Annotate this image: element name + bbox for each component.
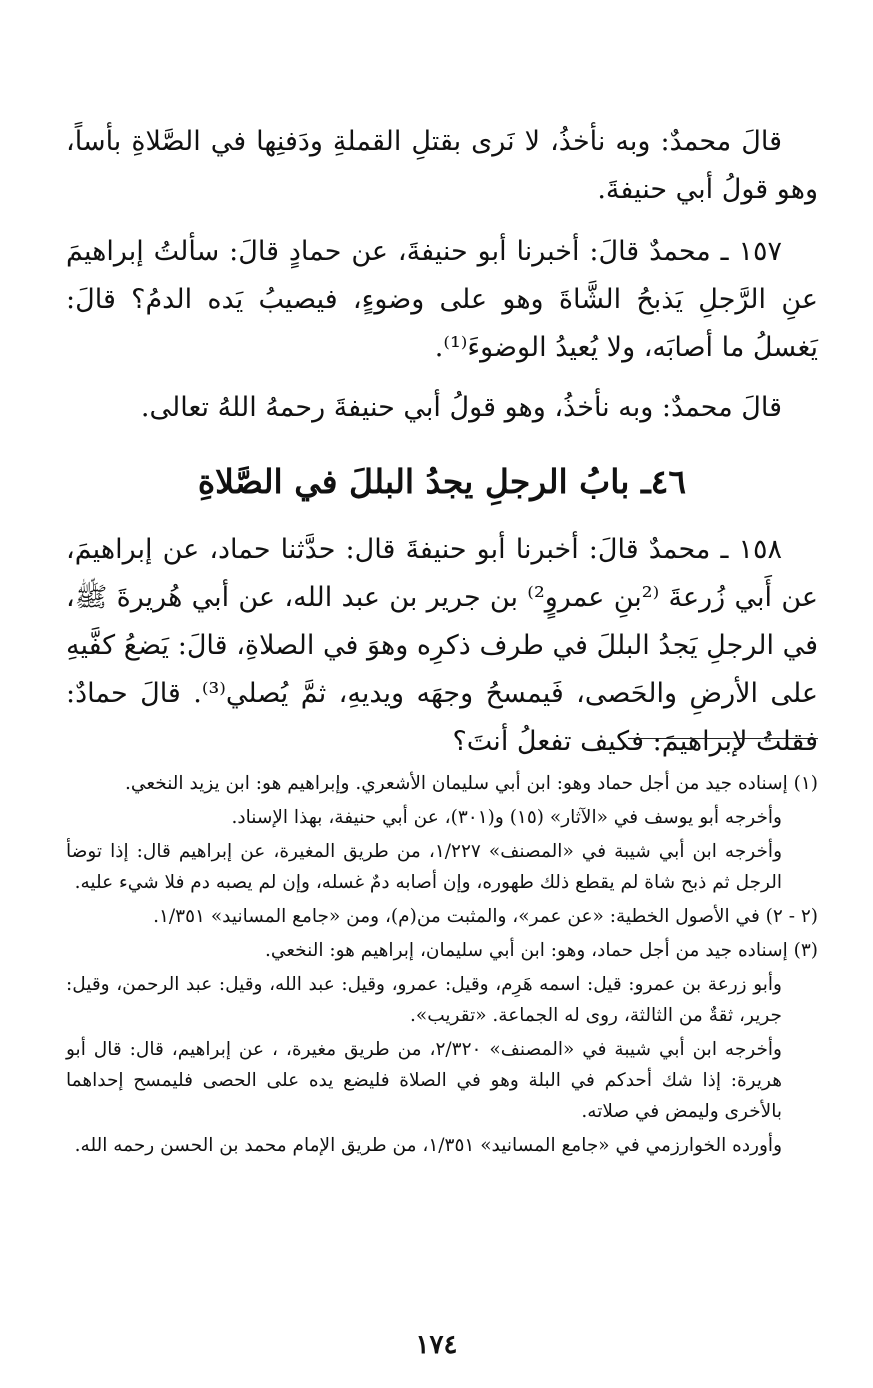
footnote-1-c: وأخرجه ابن أبي شيبة في «المصنف» ١/٢٢٧، من طريق المغيرة، عن إبراهيم قال: إذا توضأ الرجل ثم ذبح شاة لم يقطع ذلك طهوره، وإن أصابه دمٌ غسله، وإن لم يصبه دم فلا شيء عليه.: [66, 841, 783, 893]
main-text: [66, 118, 818, 432]
hadith-158: ١٥٨ ـ محمدٌ قالَ: أخبرنا أبو حنيفةَ قال: حدَّثنا حماد، عن إبراهيمَ، عن أَبي زُرعةَ ⁽²بنِ عمروٍ²⁾ بن جرير بن عبد الله، عن أبي هُريرةَ ﷺ، في الرجلِ يَجدُ البللَ في طرف ذكرِه وهوَ في الصلاةِ، قالَ: يَضعُ كفَّيهِ على الأرضِ والحَصى، فَيمسحُ وجهَه ويديهِ، ثمَّ يُصلي⁽³⁾. قالَ حمادٌ: فقلتُ لإبراهيمَ: فكيف تفعلُ أنتَ؟: [66, 534, 818, 757]
hadith-157: ١٥٧ ـ محمدٌ قالَ: أخبرنا أبو حنيفةَ، عن حمادٍ قالَ: سألتُ إبراهيمَ عنِ الرَّجلِ يَذبحُ الشَّاةَ وهو على وضوءٍ، فيصيبُ يَده الدمُ؟ قالَ: يَغسلُ ما أصابَه، ولا يُعيدُ الوضوءَ⁽¹⁾.: [66, 236, 818, 363]
footnotes: [66, 768, 818, 1164]
footnote-3-d: وأورده الخوارزمي في «جامع المسانيد» ١/٣٥١، من طريق الإمام محمد بن الحسن رحمه الله.: [74, 1135, 782, 1156]
footnote-2: (٢ - ٢) في الأصول الخطية: «عن عمر»، والمثبت من(م)، ومن «جامع المسانيد» ١/٣٥١.: [153, 906, 818, 927]
footnote-3-c: وأخرجه ابن أبي شيبة في «المصنف» ٢/٣٢٠، من طريق مغيرة، ، عن إبراهيم، قال: قال أبو هريرة: إذا شك أحدكم في البلة وهو في الصلاة فليضع يده على الحصى فليمسح إحداهما بالأخرى وليمض في صلاته.: [66, 1039, 782, 1122]
footnote-divider: [628, 738, 818, 739]
footnote-3-b: وأبو زرعة بن عمرو: قيل: اسمه هَرِم، وقيل: عمرو، وقيل: عبد الله، وقيل: عبد الرحمن، وقيل: جرير، ثقةٌ من الثالثة، روى له الجماعة. «تقريب».: [66, 974, 782, 1026]
main-text-2: [66, 526, 818, 766]
footnote-3: (٣) إسناده جيد من أجل حماد، وهو: ابن أبي سليمان، إبراهيم هو: النخعي.: [264, 940, 818, 961]
paragraph-muhammad-statement-1: قالَ محمدٌ: وبه نأخذُ، لا نَرى بقتلِ القملةِ ودَفنِها في الصَّلاةِ بأساً، وهو قولُ أبي حنيفةَ.: [66, 126, 818, 205]
chapter-heading: ٤٦ـ بابُ الرجلِ يجدُ البللَ في الصَّلاةِ: [197, 462, 687, 501]
footnote-1-b: وأخرجه أبو يوسف في «الآثار» (١٥) و(٣٠١)، عن أبي حنيفة، بهذا الإسناد.: [231, 807, 782, 828]
page-number: ١٧٤: [415, 1330, 458, 1360]
paragraph-muhammad-statement-2: قالَ محمدٌ: وبه نأخذُ، وهو قولُ أبي حنيفةَ رحمهُ اللهُ تعالى.: [140, 392, 782, 423]
chapter-heading-wrap: [66, 456, 818, 508]
footnote-1: (١) إسناده جيد من أجل حماد وهو: ابن أبي سليمان الأشعري. وإبراهيم هو: ابن يزيد النخعي.: [125, 773, 818, 794]
